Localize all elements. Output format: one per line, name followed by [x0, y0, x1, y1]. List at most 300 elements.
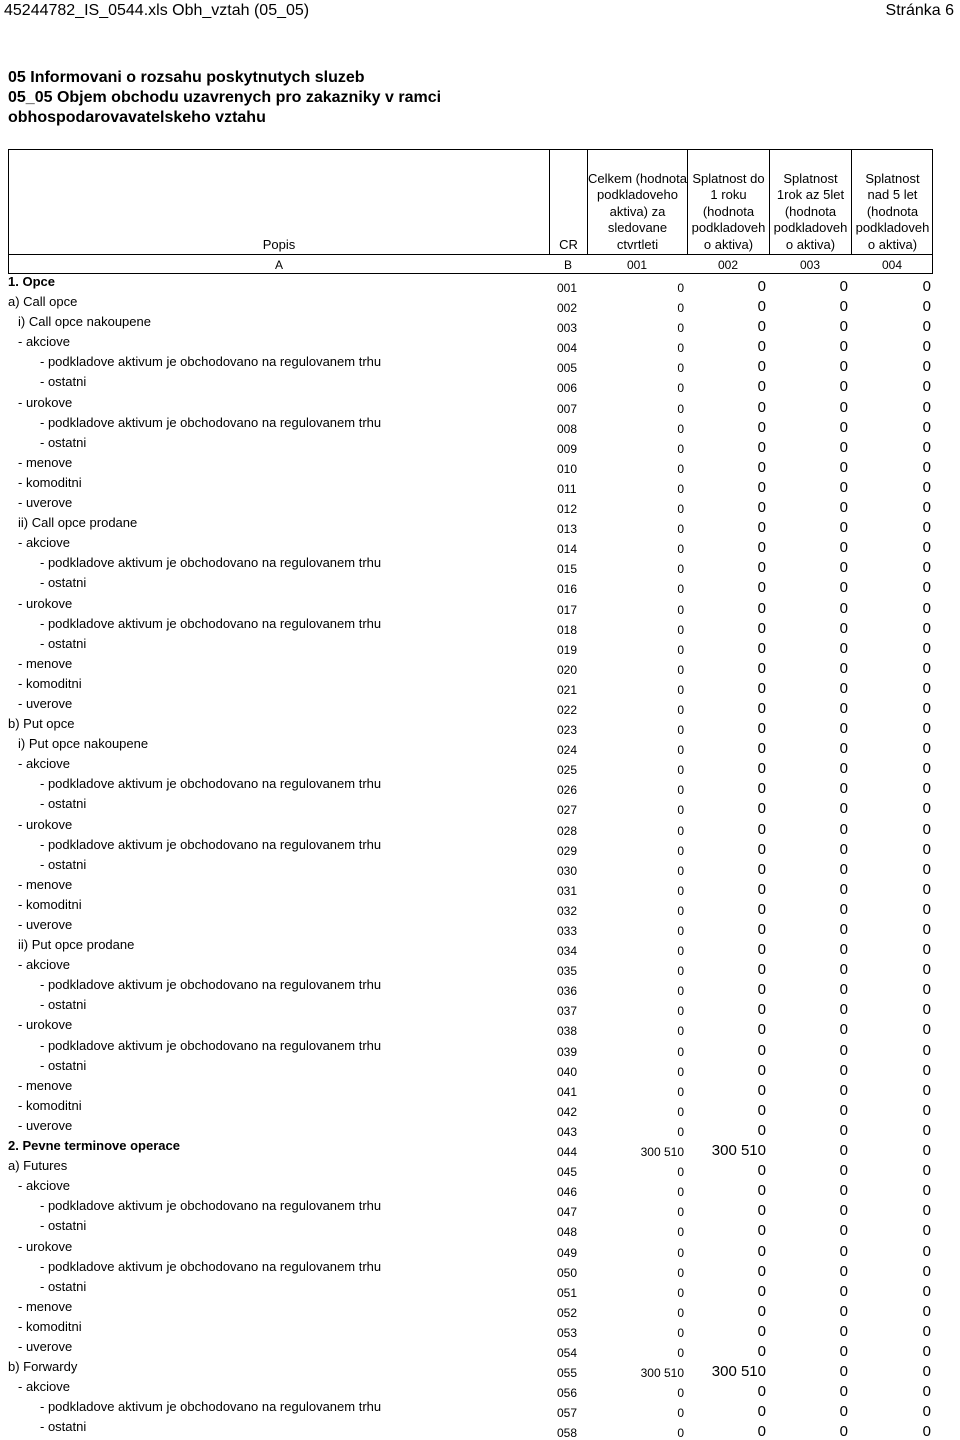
table-row	[8, 515, 933, 535]
table-row	[8, 716, 933, 736]
row-value-2: 0	[757, 1262, 766, 1280]
row-value-2: 0	[757, 1061, 766, 1079]
row-value-1: 0	[677, 1124, 684, 1139]
row-value-4: 0	[922, 1142, 931, 1160]
row-value-2: 0	[757, 639, 766, 657]
row-value-4: 0	[922, 1001, 931, 1019]
row-value-1: 0	[677, 1044, 684, 1059]
row-value-3: 0	[839, 1121, 848, 1139]
row-code: 020	[556, 662, 578, 677]
report-table	[8, 149, 933, 1439]
row-value-4: 0	[922, 458, 931, 476]
row-description: - ostatni	[40, 635, 87, 651]
row-description: ii) Put opce prodane	[18, 937, 135, 953]
row-description: - uverove	[18, 917, 73, 932]
row-value-1: 0	[677, 924, 684, 938]
row-value-3: 0	[839, 1423, 848, 1440]
row-value-4: 0	[922, 1021, 931, 1039]
table-row	[8, 1259, 933, 1279]
row-value-4: 0	[922, 900, 931, 918]
row-code: 049	[556, 1245, 578, 1260]
row-value-3: 0	[839, 338, 848, 356]
row-value-2: 0	[757, 478, 766, 496]
row-value-2: 0	[757, 720, 766, 738]
row-description: - ostatni	[40, 1419, 87, 1435]
row-code: 021	[556, 682, 578, 697]
title-line-2: 05_05 Objem obchodu uzavrenych pro zakazniky v ramci	[8, 89, 442, 106]
row-value-4: 0	[922, 539, 931, 557]
row-code: 014	[556, 542, 578, 557]
row-value-2: 0	[757, 1021, 766, 1039]
row-value-2: 0	[757, 679, 766, 697]
header-col2-line: podkladoveh	[691, 220, 766, 235]
row-code: 031	[556, 883, 578, 898]
row-code: 030	[556, 863, 578, 878]
header-col4	[851, 150, 933, 255]
row-code: 050	[556, 1265, 578, 1280]
header-cr	[549, 150, 587, 255]
row-value-1: 0	[677, 301, 684, 316]
row-value-4: 0	[922, 499, 931, 517]
row-value-4: 0	[922, 378, 931, 396]
row-description: - uverove	[18, 1338, 73, 1354]
row-value-1: 0	[677, 863, 684, 878]
row-code: 054	[556, 1345, 578, 1360]
table-row	[8, 1419, 933, 1439]
table-row	[8, 1319, 933, 1339]
row-code: 025	[556, 763, 578, 778]
row-value-1: 0	[677, 1325, 684, 1340]
header-col2-line: o aktiva)	[703, 236, 754, 252]
row-code: 008	[556, 421, 578, 436]
row-description: - komoditni	[18, 675, 82, 691]
row-value-1: 0	[677, 321, 684, 336]
row-value-3: 0	[839, 599, 848, 617]
row-description: - akciove	[18, 1379, 71, 1395]
row-code: 009	[556, 441, 578, 456]
row-value-2: 0	[757, 1282, 766, 1300]
column-letters	[8, 254, 933, 274]
row-value-4: 0	[922, 619, 931, 637]
header-col4-line: Splatnost	[865, 170, 920, 186]
row-value-3: 0	[839, 1182, 848, 1200]
row-value-1: 0	[677, 682, 684, 697]
title-line-3: obhospodarovavatelskeho vztahu	[8, 109, 266, 126]
row-value-1: 0	[677, 481, 684, 496]
row-description: a) Futures	[8, 1158, 68, 1174]
row-value-2: 0	[757, 840, 766, 858]
row-code: 039	[556, 1044, 578, 1059]
document-titles	[8, 68, 948, 128]
row-value-1: 0	[677, 743, 684, 758]
row-code: 056	[556, 1386, 578, 1401]
row-code: 048	[556, 1225, 578, 1240]
row-code: 057	[556, 1406, 578, 1421]
row-value-3: 0	[839, 720, 848, 738]
table-body	[8, 274, 933, 1439]
header-col3-line: Splatnost	[783, 170, 838, 186]
table-row	[8, 596, 933, 616]
row-code: 022	[556, 702, 578, 717]
row-description: - akciove	[18, 957, 71, 973]
row-value-2: 0	[757, 599, 766, 617]
row-value-1: 0	[677, 502, 684, 517]
row-value-3: 0	[839, 900, 848, 918]
row-value-4: 0	[922, 579, 931, 597]
row-code: 040	[556, 1064, 578, 1079]
row-value-4: 0	[922, 1041, 931, 1059]
table-row	[8, 1359, 933, 1379]
table-row	[8, 1299, 933, 1319]
letter-b: B	[563, 258, 572, 272]
row-value-2: 0	[757, 619, 766, 637]
row-description: a) Call opce	[8, 294, 78, 310]
row-description: b) Forwardy	[8, 1359, 78, 1375]
row-value-3: 0	[839, 418, 848, 436]
row-description: 1. Opce	[8, 274, 55, 289]
table-row	[8, 395, 933, 415]
table-row	[8, 1098, 933, 1118]
row-value-4: 0	[922, 880, 931, 898]
row-value-3: 0	[839, 519, 848, 537]
row-value-2: 0	[757, 1041, 766, 1059]
row-value-2: 0	[757, 780, 766, 798]
row-value-3: 0	[839, 619, 848, 637]
row-value-4: 0	[922, 438, 931, 456]
row-value-1: 0	[677, 1265, 684, 1280]
row-description: - urokove	[18, 1238, 73, 1254]
row-value-2: 0	[757, 961, 766, 979]
row-value-3: 0	[839, 1383, 848, 1401]
table-row	[8, 1017, 933, 1037]
row-description: - urokove	[18, 816, 73, 832]
header-col3	[769, 150, 851, 255]
header-cr-label: CR	[559, 236, 578, 252]
row-value-2: 0	[757, 860, 766, 878]
row-value-1: 0	[677, 281, 684, 295]
table-row	[8, 917, 933, 937]
row-value-1: 300 510	[640, 1366, 684, 1381]
row-value-3: 0	[839, 438, 848, 456]
row-value-2: 0	[757, 338, 766, 356]
row-value-4: 0	[922, 780, 931, 798]
row-value-1: 0	[677, 1406, 684, 1421]
row-value-3: 0	[839, 398, 848, 416]
row-code: 023	[556, 723, 578, 738]
header-col3-line: o aktiva)	[785, 236, 836, 252]
row-description: - podkladove aktivum je obchodovano na regulovanem trhu	[40, 414, 382, 430]
table-row	[8, 535, 933, 555]
row-description: ii) Call opce prodane	[18, 515, 138, 531]
row-value-3: 0	[839, 1041, 848, 1059]
row-value-4: 0	[922, 961, 931, 979]
row-value-2: 0	[757, 519, 766, 537]
row-description: i) Put opce nakoupene	[18, 736, 149, 752]
row-value-4: 0	[922, 800, 931, 818]
row-value-4: 0	[922, 1202, 931, 1220]
row-value-1: 0	[677, 1305, 684, 1320]
row-value-1: 0	[677, 783, 684, 798]
table-row	[8, 435, 933, 455]
row-code: 016	[556, 582, 578, 597]
header-col2-line: 1 roku	[710, 187, 747, 202]
row-code: 018	[556, 622, 578, 637]
header-col1	[587, 150, 687, 255]
row-value-4: 0	[922, 599, 931, 617]
row-value-2: 0	[757, 1182, 766, 1200]
letter-001: 001	[626, 258, 648, 272]
table-row	[8, 817, 933, 837]
row-value-3: 0	[839, 981, 848, 999]
table-row	[8, 455, 933, 475]
table-row	[8, 977, 933, 997]
table-row	[8, 857, 933, 877]
row-value-3: 0	[839, 1162, 848, 1180]
row-value-4: 0	[922, 1403, 931, 1421]
table-row	[8, 1138, 933, 1158]
header-col4-line: (hodnota	[866, 203, 919, 219]
row-description: - komoditni	[18, 474, 82, 490]
row-value-4: 0	[922, 760, 931, 778]
row-value-2: 0	[757, 438, 766, 456]
table-row	[8, 736, 933, 756]
row-value-1: 300 510	[640, 1145, 684, 1160]
table-row	[8, 374, 933, 394]
row-value-4: 0	[922, 338, 931, 356]
row-value-3: 0	[839, 1021, 848, 1039]
row-value-1: 0	[677, 421, 684, 436]
table-row	[8, 676, 933, 696]
row-value-4: 0	[922, 1383, 931, 1401]
header-col4-line: o aktiva)	[867, 236, 918, 252]
row-description: - menove	[18, 1298, 73, 1314]
header-col2-line: Splatnost do	[692, 170, 765, 186]
row-value-2: 0	[757, 278, 766, 295]
header-col3-line: 1rok az 5let	[776, 187, 845, 202]
row-value-3: 0	[839, 820, 848, 838]
header-popis	[9, 150, 549, 255]
table-row	[8, 877, 933, 897]
row-value-3: 0	[839, 298, 848, 316]
row-code: 044	[556, 1145, 578, 1160]
row-code: 037	[556, 1004, 578, 1019]
row-value-1: 0	[677, 1064, 684, 1079]
row-description: - ostatni	[40, 434, 87, 450]
row-value-2: 0	[757, 699, 766, 717]
row-value-2: 0	[757, 1242, 766, 1260]
row-description: - ostatni	[40, 997, 87, 1013]
row-value-4: 0	[922, 740, 931, 758]
row-value-4: 0	[922, 1342, 931, 1360]
row-value-3: 0	[839, 358, 848, 376]
row-description: - podkladove aktivum je obchodovano na regulovanem trhu	[40, 1037, 382, 1053]
row-code: 036	[556, 984, 578, 999]
row-code: 035	[556, 964, 578, 979]
header-col2	[687, 150, 769, 255]
table-row	[8, 1339, 933, 1359]
row-description: b) Put opce	[8, 716, 75, 732]
row-value-3: 0	[839, 880, 848, 898]
row-value-4: 0	[922, 1162, 931, 1180]
row-value-1: 0	[677, 602, 684, 617]
row-code: 052	[556, 1305, 578, 1320]
row-value-4: 0	[922, 941, 931, 959]
table-row	[8, 555, 933, 575]
row-value-1: 0	[677, 542, 684, 557]
row-value-4: 0	[922, 478, 931, 496]
row-value-2: 0	[757, 941, 766, 959]
row-code: 017	[556, 602, 578, 617]
table-row	[8, 636, 933, 656]
table-row	[8, 897, 933, 917]
row-value-4: 0	[922, 1061, 931, 1079]
row-value-3: 0	[839, 1262, 848, 1280]
row-code: 027	[556, 803, 578, 818]
row-value-1: 0	[677, 522, 684, 537]
row-description: - ostatni	[40, 575, 87, 591]
row-value-1: 0	[677, 1165, 684, 1180]
table-row	[8, 616, 933, 636]
row-value-1: 0	[677, 1245, 684, 1260]
row-value-1: 0	[677, 823, 684, 838]
table-row	[8, 1158, 933, 1178]
row-code: 010	[556, 461, 578, 476]
table-row	[8, 334, 933, 354]
row-value-3: 0	[839, 278, 848, 295]
row-value-3: 0	[839, 458, 848, 476]
table-row	[8, 475, 933, 495]
row-value-2: 0	[757, 418, 766, 436]
row-value-2: 0	[757, 1081, 766, 1099]
row-code: 033	[556, 924, 578, 938]
row-value-3: 0	[839, 961, 848, 979]
table-row	[8, 274, 933, 294]
row-code: 041	[556, 1084, 578, 1099]
page-header	[0, 0, 960, 22]
row-value-2: 0	[757, 1403, 766, 1421]
row-code: 006	[556, 381, 578, 396]
row-code: 046	[556, 1185, 578, 1200]
row-description: - ostatni	[40, 374, 87, 390]
row-value-2: 0	[757, 1322, 766, 1340]
row-code: 004	[556, 341, 578, 356]
header-col3-line: (hodnota	[784, 203, 837, 219]
header-col1-line: sledovane ctvrtleti	[607, 220, 668, 252]
row-value-4: 0	[922, 1222, 931, 1240]
row-value-1: 0	[677, 883, 684, 898]
row-value-2: 0	[757, 318, 766, 336]
row-value-1: 0	[677, 843, 684, 858]
table-row	[8, 1178, 933, 1198]
row-value-4: 0	[922, 1242, 931, 1260]
header-col1-line: podkladoveho	[597, 187, 678, 202]
row-value-1: 0	[677, 1004, 684, 1019]
row-value-2: 0	[757, 1342, 766, 1360]
row-description: - podkladove aktivum je obchodovano na regulovanem trhu	[40, 555, 382, 571]
table-row	[8, 997, 933, 1017]
row-value-2: 0	[757, 1101, 766, 1119]
table-header	[8, 149, 933, 254]
row-description: - uverove	[18, 495, 73, 511]
row-description: - komoditni	[18, 896, 82, 912]
row-value-3: 0	[839, 639, 848, 657]
row-value-4: 0	[922, 559, 931, 577]
row-value-4: 0	[922, 840, 931, 858]
row-value-1: 0	[677, 562, 684, 577]
row-value-1: 0	[677, 964, 684, 979]
row-value-2: 0	[757, 1121, 766, 1139]
row-description: - ostatni	[40, 1278, 87, 1294]
row-code: 043	[556, 1124, 578, 1139]
row-value-2: 0	[757, 1001, 766, 1019]
row-value-3: 0	[839, 1222, 848, 1240]
row-description: - urokove	[18, 595, 73, 611]
table-row	[8, 1239, 933, 1259]
row-value-3: 0	[839, 1081, 848, 1099]
row-value-3: 0	[839, 1001, 848, 1019]
row-value-2: 0	[757, 579, 766, 597]
row-value-1: 0	[677, 1386, 684, 1401]
row-code: 012	[556, 502, 578, 517]
row-value-1: 0	[677, 1225, 684, 1240]
row-value-1: 0	[677, 341, 684, 356]
row-code: 042	[556, 1104, 578, 1119]
row-value-4: 0	[922, 318, 931, 336]
row-description: - akciove	[18, 756, 71, 772]
row-value-1: 0	[677, 944, 684, 959]
row-value-4: 0	[922, 1322, 931, 1340]
row-value-1: 0	[677, 642, 684, 657]
row-value-2: 0	[757, 800, 766, 818]
row-value-2: 0	[757, 820, 766, 838]
row-value-3: 0	[839, 659, 848, 677]
row-value-3: 0	[839, 1061, 848, 1079]
row-value-2: 300 510	[711, 1363, 766, 1381]
row-description: - podkladove aktivum je obchodovano na regulovanem trhu	[40, 836, 382, 852]
row-value-1: 0	[677, 1426, 684, 1440]
row-description: - podkladove aktivum je obchodovano na regulovanem trhu	[40, 776, 382, 792]
row-value-4: 0	[922, 981, 931, 999]
row-value-4: 0	[922, 1121, 931, 1139]
table-row	[8, 776, 933, 796]
row-code: 029	[556, 843, 578, 858]
row-value-3: 0	[839, 1282, 848, 1300]
row-description: - urokove	[18, 1017, 73, 1033]
row-value-1: 0	[677, 1185, 684, 1200]
row-description: - podkladove aktivum je obchodovano na regulovanem trhu	[40, 354, 382, 370]
table-row	[8, 1379, 933, 1399]
row-value-3: 0	[839, 1403, 848, 1421]
header-col4-line: nad 5 let	[867, 187, 918, 202]
row-value-2: 0	[757, 358, 766, 376]
row-description: - komoditni	[18, 1318, 82, 1334]
row-value-2: 0	[757, 1162, 766, 1180]
table-row	[8, 937, 933, 957]
row-value-3: 0	[839, 1242, 848, 1260]
row-value-4: 0	[922, 860, 931, 878]
header-popis-label: Popis	[262, 236, 296, 252]
row-code: 019	[556, 642, 578, 657]
row-description: - menove	[18, 876, 73, 892]
row-value-4: 0	[922, 1262, 931, 1280]
row-value-1: 0	[677, 763, 684, 778]
row-value-2: 0	[757, 659, 766, 677]
row-value-1: 0	[677, 1104, 684, 1119]
row-value-2: 0	[757, 1222, 766, 1240]
row-value-3: 0	[839, 1142, 848, 1160]
row-description: - akciove	[18, 1178, 71, 1194]
row-value-1: 0	[677, 1205, 684, 1220]
